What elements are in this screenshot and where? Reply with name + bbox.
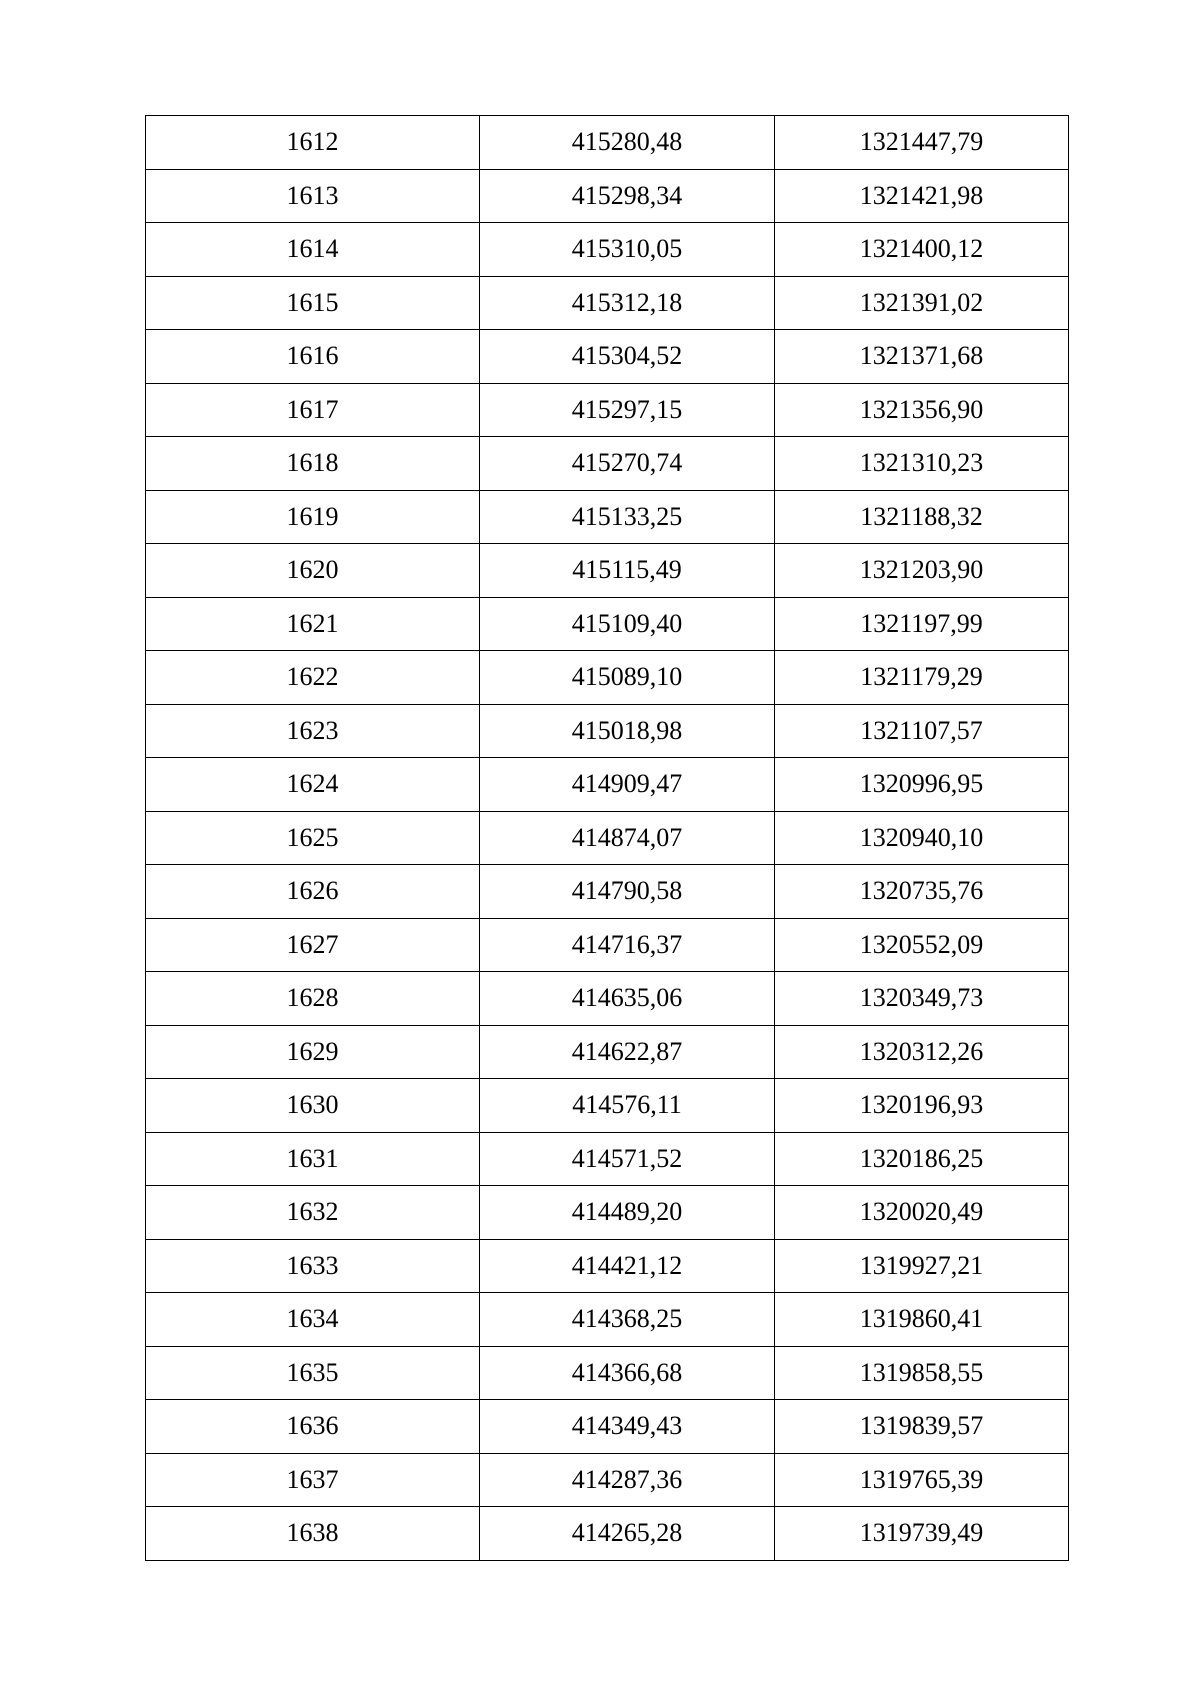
- y-coordinate-cell: 1321310,23: [775, 437, 1069, 491]
- y-coordinate-cell: 1321188,32: [775, 490, 1069, 544]
- table-row: [146, 383, 1069, 437]
- table-row: [146, 544, 1069, 598]
- y-coordinate-cell: 1319927,21: [775, 1239, 1069, 1293]
- x-coordinate-cell: 414366,68: [480, 1346, 775, 1400]
- point-number-cell: 1630: [146, 1079, 480, 1133]
- table-row: [146, 330, 1069, 384]
- y-coordinate-cell: 1319839,57: [775, 1400, 1069, 1454]
- x-coordinate-cell: 414790,58: [480, 865, 775, 919]
- point-number-cell: 1618: [146, 437, 480, 491]
- x-coordinate-cell: 414489,20: [480, 1186, 775, 1240]
- y-coordinate-cell: 1319739,49: [775, 1507, 1069, 1561]
- x-coordinate-cell: 415270,74: [480, 437, 775, 491]
- x-coordinate-cell: 415089,10: [480, 651, 775, 705]
- point-number-cell: 1620: [146, 544, 480, 598]
- table-row: [146, 918, 1069, 972]
- x-coordinate-cell: 414265,28: [480, 1507, 775, 1561]
- table-row: [146, 276, 1069, 330]
- point-number-cell: 1624: [146, 758, 480, 812]
- point-number-cell: 1626: [146, 865, 480, 919]
- point-number-cell: 1631: [146, 1132, 480, 1186]
- point-number-cell: 1623: [146, 704, 480, 758]
- table-row: [146, 1400, 1069, 1454]
- y-coordinate-cell: 1321447,79: [775, 116, 1069, 170]
- point-number-cell: 1612: [146, 116, 480, 170]
- table-row: [146, 116, 1069, 170]
- point-number-cell: 1613: [146, 169, 480, 223]
- table-row: [146, 597, 1069, 651]
- table-row: [146, 1132, 1069, 1186]
- x-coordinate-cell: 415298,34: [480, 169, 775, 223]
- x-coordinate-cell: 415280,48: [480, 116, 775, 170]
- y-coordinate-cell: 1320735,76: [775, 865, 1069, 919]
- table-row: [146, 437, 1069, 491]
- y-coordinate-cell: 1321400,12: [775, 223, 1069, 277]
- x-coordinate-cell: 414716,37: [480, 918, 775, 972]
- table-row: [146, 972, 1069, 1026]
- point-number-cell: 1614: [146, 223, 480, 277]
- y-coordinate-cell: 1320186,25: [775, 1132, 1069, 1186]
- x-coordinate-cell: 415109,40: [480, 597, 775, 651]
- y-coordinate-cell: 1319858,55: [775, 1346, 1069, 1400]
- table-row: [146, 1453, 1069, 1507]
- y-coordinate-cell: 1320940,10: [775, 811, 1069, 865]
- x-coordinate-cell: 414622,87: [480, 1025, 775, 1079]
- y-coordinate-cell: 1320996,95: [775, 758, 1069, 812]
- y-coordinate-cell: 1320312,26: [775, 1025, 1069, 1079]
- table-row: [146, 1025, 1069, 1079]
- point-number-cell: 1628: [146, 972, 480, 1026]
- table-row: [146, 1079, 1069, 1133]
- y-coordinate-cell: 1321391,02: [775, 276, 1069, 330]
- y-coordinate-cell: 1320196,93: [775, 1079, 1069, 1133]
- y-coordinate-cell: 1321107,57: [775, 704, 1069, 758]
- point-number-cell: 1619: [146, 490, 480, 544]
- point-number-cell: 1629: [146, 1025, 480, 1079]
- table-row: [146, 490, 1069, 544]
- y-coordinate-cell: 1319860,41: [775, 1293, 1069, 1347]
- table-row: [146, 1293, 1069, 1347]
- point-number-cell: 1625: [146, 811, 480, 865]
- y-coordinate-cell: 1320020,49: [775, 1186, 1069, 1240]
- y-coordinate-cell: 1319765,39: [775, 1453, 1069, 1507]
- x-coordinate-cell: 414635,06: [480, 972, 775, 1026]
- y-coordinate-cell: 1320552,09: [775, 918, 1069, 972]
- point-number-cell: 1636: [146, 1400, 480, 1454]
- table-row: [146, 1186, 1069, 1240]
- y-coordinate-cell: 1321203,90: [775, 544, 1069, 598]
- x-coordinate-cell: 414368,25: [480, 1293, 775, 1347]
- y-coordinate-cell: 1321421,98: [775, 169, 1069, 223]
- point-number-cell: 1615: [146, 276, 480, 330]
- point-number-cell: 1637: [146, 1453, 480, 1507]
- table-row: [146, 169, 1069, 223]
- table-row: [146, 1507, 1069, 1561]
- table-row: [146, 865, 1069, 919]
- x-coordinate-cell: 415297,15: [480, 383, 775, 437]
- coordinates-table: [145, 115, 1069, 1561]
- x-coordinate-cell: 414909,47: [480, 758, 775, 812]
- coordinates-table-body: [146, 116, 1069, 1561]
- x-coordinate-cell: 415304,52: [480, 330, 775, 384]
- point-number-cell: 1635: [146, 1346, 480, 1400]
- point-number-cell: 1617: [146, 383, 480, 437]
- point-number-cell: 1621: [146, 597, 480, 651]
- point-number-cell: 1638: [146, 1507, 480, 1561]
- x-coordinate-cell: 414874,07: [480, 811, 775, 865]
- y-coordinate-cell: 1321179,29: [775, 651, 1069, 705]
- table-row: [146, 223, 1069, 277]
- y-coordinate-cell: 1321356,90: [775, 383, 1069, 437]
- x-coordinate-cell: 415310,05: [480, 223, 775, 277]
- x-coordinate-cell: 414576,11: [480, 1079, 775, 1133]
- x-coordinate-cell: 414287,36: [480, 1453, 775, 1507]
- x-coordinate-cell: 415133,25: [480, 490, 775, 544]
- table-row: [146, 1346, 1069, 1400]
- x-coordinate-cell: 414571,52: [480, 1132, 775, 1186]
- x-coordinate-cell: 414349,43: [480, 1400, 775, 1454]
- point-number-cell: 1633: [146, 1239, 480, 1293]
- table-row: [146, 1239, 1069, 1293]
- y-coordinate-cell: 1321371,68: [775, 330, 1069, 384]
- table-row: [146, 651, 1069, 705]
- table-row: [146, 758, 1069, 812]
- x-coordinate-cell: 415018,98: [480, 704, 775, 758]
- point-number-cell: 1632: [146, 1186, 480, 1240]
- y-coordinate-cell: 1321197,99: [775, 597, 1069, 651]
- y-coordinate-cell: 1320349,73: [775, 972, 1069, 1026]
- point-number-cell: 1627: [146, 918, 480, 972]
- table-row: [146, 811, 1069, 865]
- point-number-cell: 1634: [146, 1293, 480, 1347]
- table-row: [146, 704, 1069, 758]
- x-coordinate-cell: 415115,49: [480, 544, 775, 598]
- x-coordinate-cell: 415312,18: [480, 276, 775, 330]
- point-number-cell: 1616: [146, 330, 480, 384]
- point-number-cell: 1622: [146, 651, 480, 705]
- x-coordinate-cell: 414421,12: [480, 1239, 775, 1293]
